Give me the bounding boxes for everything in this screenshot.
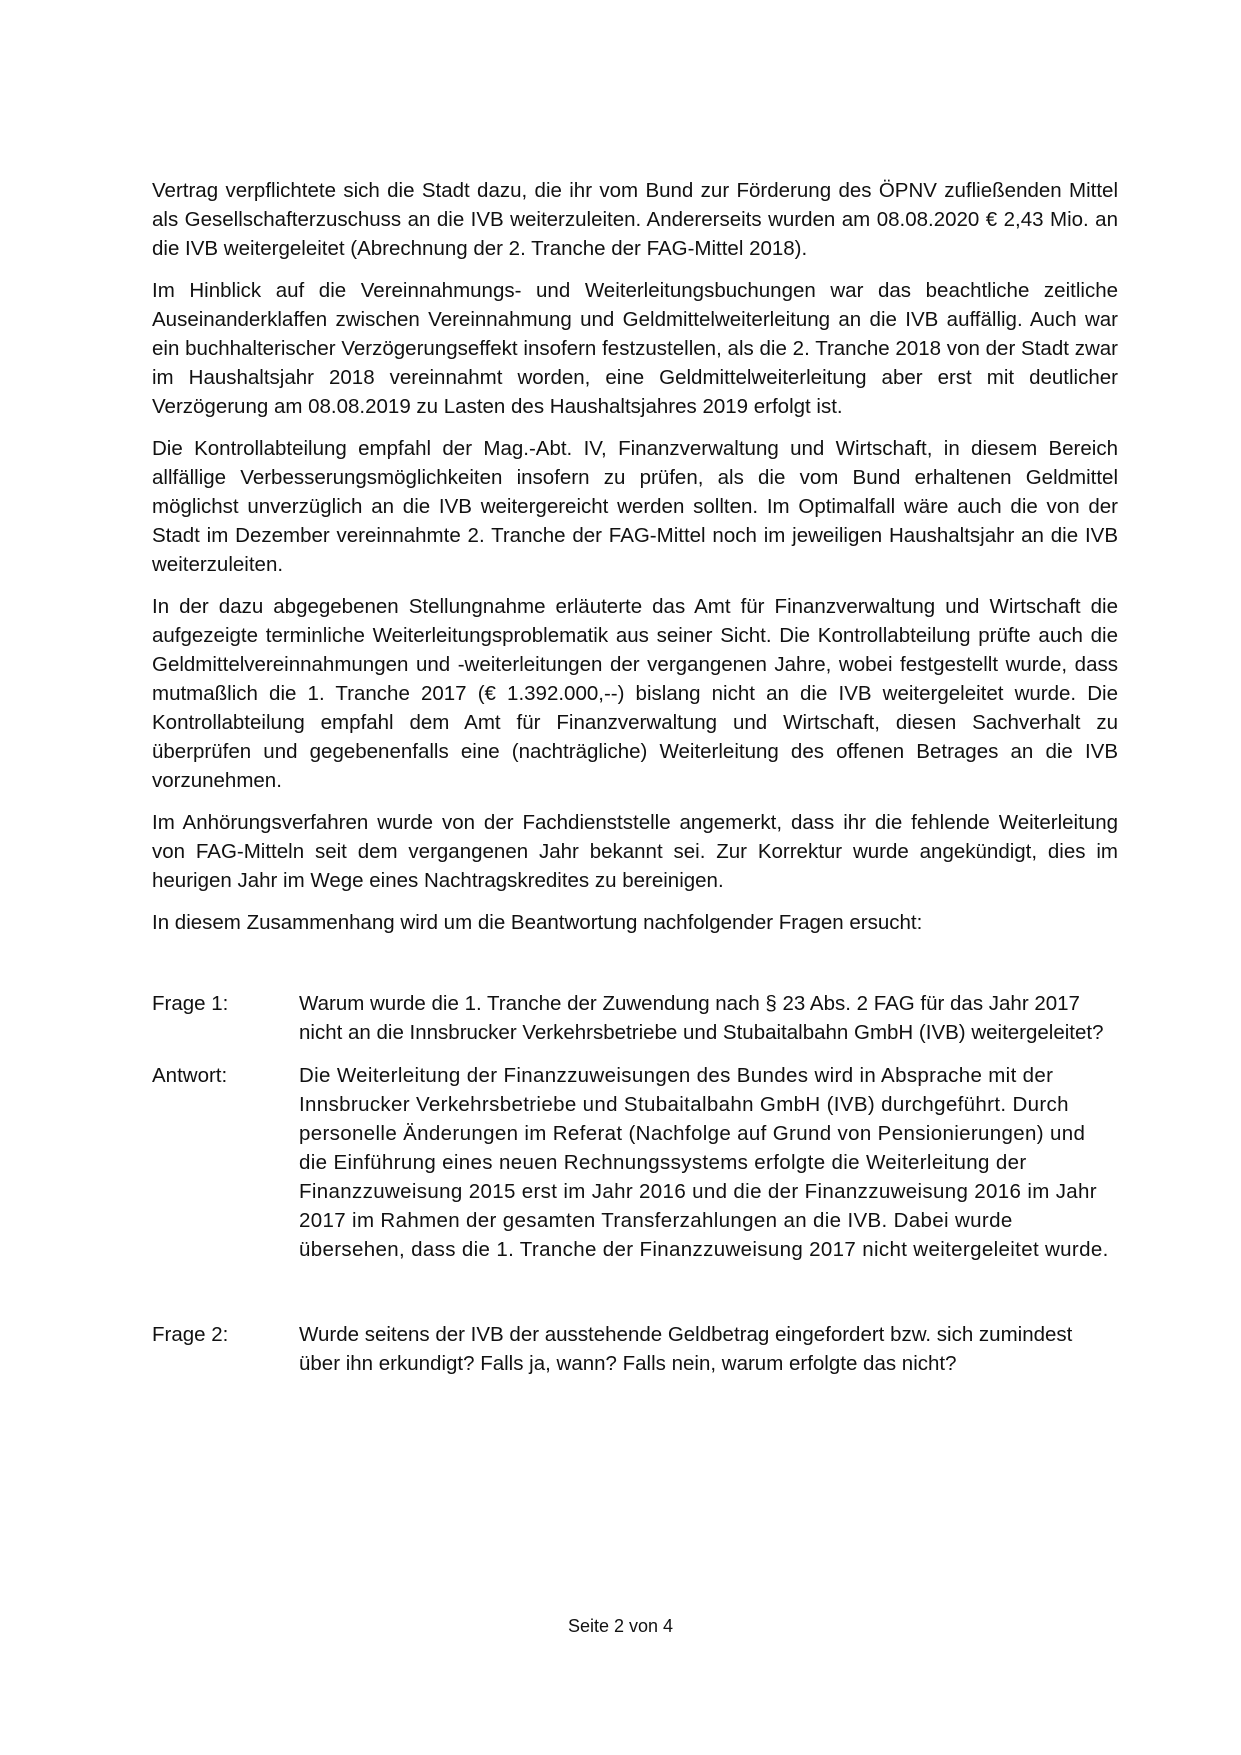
answer-1-text: Die Weiterleitung der Finanzzuweisungen des Bundes wird in Absprache mit der Innsbrucker Verkehrsbetriebe und Stubaitalbahn GmbH (IVB) durchgeführt. Durch personelle Änderungen im Referat (Nachfolge auf Grund von Pensionierungen) und die Einführung eines neuen Rechnungssystems erfolgte die Weiterleitung der Finanzzuweisung 2015 erst im Jahr 2016 und die der Finanzzuweisung 2016 im Jahr 2017 im Rahmen der gesamten Transferzahlungen an die IVB. Dabei wurde übersehen, dass die 1. Tranche der Finanzzuweisung 2017 nicht weitergeleitet wurde.	[299, 1064, 1109, 1261]
questions-section	[152, 989, 1118, 1378]
question-1	[152, 989, 1118, 1047]
paragraph-recommendation: Die Kontrollabteilung empfahl der Mag.-Abt. IV, Finanzverwaltung und Wirtschaft, in diesem Bereich allfällige Verbesserungsmöglichkeiten insofern zu prüfen, als die vom Bund erhaltenen Geldmittel möglichst unverzüglich an die IVB weitergereicht werden sollten. Im Optimalfall wäre auch die von der Stadt im Dezember vereinnahmte 2. Tranche der FAG-Mittel noch im jeweiligen Haushaltsjahr an die IVB weiterzuleiten.	[152, 437, 1118, 576]
answer-1-label: Antwort:	[152, 1064, 228, 1087]
page-body	[152, 176, 1118, 1392]
answer-1	[152, 1061, 1118, 1264]
question-2-label: Frage 2:	[152, 1323, 229, 1346]
paragraph-statement: In der dazu abgegebenen Stellungnahme erläuterte das Amt für Finanzverwaltung und Wirtschaft die aufgezeigte terminliche Weiterleitungsproblematik aus seiner Sicht. Die Kontrollabteilung prüfte auch die Geldmittelvereinnahmungen und -weiterleitungen der vergangenen Jahre, wobei festgestellt wurde, dass mutmaßlich die 1. Tranche 2017 (€ 1.392.000,--) bislang nicht an die IVB weitergeleitet wurde. Die Kontrollabteilung empfahl dem Amt für Finanzverwaltung und Wirtschaft, diesen Sachverhalt zu überprüfen und gegebenenfalls eine (nachträgliche) Weiterleitung des offenen Betrages an die IVB vorzunehmen.	[152, 595, 1118, 792]
paragraph-questions-intro: In diesem Zusammenhang wird um die Beantwortung nachfolgender Fragen ersucht:	[152, 911, 923, 934]
paragraph-booking-delay: Im Hinblick auf die Vereinnahmungs- und Weiterleitungsbuchungen war das beachtliche zeitliche Auseinanderklaffen zwischen Vereinnahmung und Geldmittelweiterleitung an die IVB auffällig. Auch war ein buchhalterischer Verzögerungseffekt insofern festzustellen, als die 2. Tranche 2018 von der Stadt zwar im Haushaltsjahr 2018 vereinnahmt worden, eine Geldmittelweiterleitung aber erst mit deutlicher Verzögerung am 08.08.2019 zu Lasten des Haushaltsjahres 2019 erfolgt ist.	[152, 279, 1118, 418]
question-2-text: Wurde seitens der IVB der ausstehende Geldbetrag eingefordert bzw. sich zumindest über ihn erkundigt? Falls ja, wann? Falls nein, warum erfolgte das nicht?	[299, 1323, 1073, 1375]
paragraph-contract: Vertrag verpflichtete sich die Stadt dazu, die ihr vom Bund zur Förderung des ÖPNV zufließenden Mittel als Gesellschafterzuschuss an die IVB weiterzuleiten. Andererseits wurden am 08.08.2020 € 2,43 Mio. an die IVB weitergeleitet (Abrechnung der 2. Tranche der FAG-Mittel 2018).	[152, 179, 1118, 260]
question-2	[152, 1320, 1118, 1378]
spacer	[152, 1278, 1118, 1320]
paragraph-hearing: Im Anhörungsverfahren wurde von der Fachdienststelle angemerkt, dass ihr die fehlende Weiterleitung von FAG-Mitteln seit dem vergangenen Jahr bekannt sei. Zur Korrektur wurde angekündigt, dies im heurigen Jahr im Wege eines Nachtragskredites zu bereinigen.	[152, 811, 1118, 892]
question-1-text: Warum wurde die 1. Tranche der Zuwendung nach § 23 Abs. 2 FAG für das Jahr 2017 nicht an die Innsbrucker Verkehrsbetriebe und Stubaitalbahn GmbH (IVB) weitergeleitet?	[299, 992, 1104, 1044]
page-number-footer: Seite 2 von 4	[567, 1616, 674, 1636]
question-1-label: Frage 1:	[152, 992, 229, 1015]
